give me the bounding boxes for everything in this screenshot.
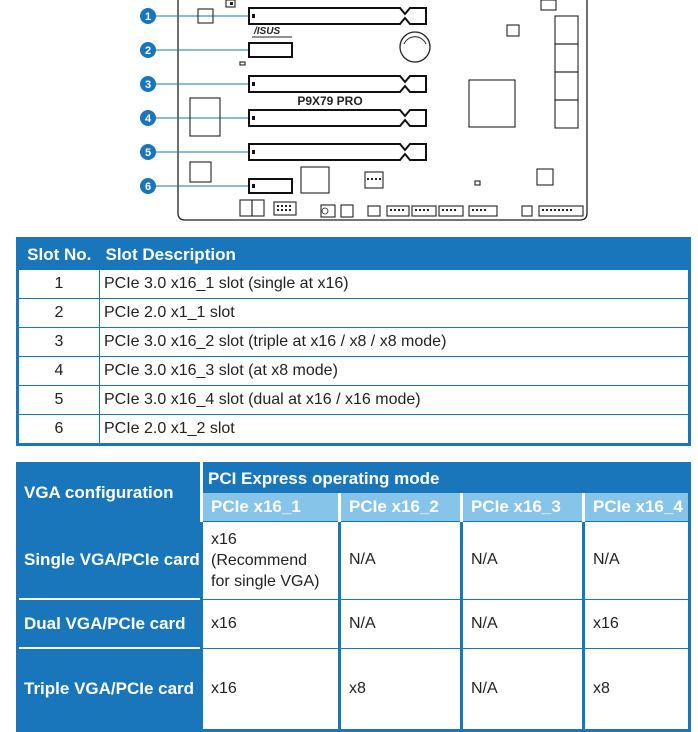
pcie-mode-header: PCI Express operating mode <box>202 464 690 494</box>
svg-text:1: 1 <box>144 11 152 23</box>
row-label: Single VGA/PCIe card <box>18 522 202 600</box>
row-label: Dual VGA/PCIe card <box>18 599 202 648</box>
mode-cell: N/A <box>584 522 690 600</box>
mode-cell: x16 <box>584 599 690 648</box>
callout-badge-5 <box>140 144 156 160</box>
column-header-x16-4: PCIe x16_4 <box>584 493 690 522</box>
mode-cell: N/A <box>340 522 462 600</box>
callout-badge-6 <box>140 178 156 194</box>
slot-table <box>16 237 691 446</box>
table-row <box>18 270 690 299</box>
motherboard-diagram <box>0 0 698 230</box>
column-header-x16-3: PCIe x16_3 <box>462 493 584 522</box>
pcie-slot-3 <box>249 76 426 92</box>
mode-cell: x16 <box>202 599 340 648</box>
slot-table-header <box>18 239 690 270</box>
callout-badge-4 <box>140 110 156 126</box>
mode-cell: x16 (Recommend for single VGA) <box>202 522 340 600</box>
pcie-slot-2 <box>249 43 292 57</box>
slot-description-header: Slot Description <box>100 239 690 270</box>
table-row <box>18 522 690 600</box>
pcie-slot-4 <box>249 110 426 126</box>
mode-cell: x8 <box>584 648 690 731</box>
slot-description: PCIe 3.0 x16_3 slot (at x8 mode) <box>100 357 690 386</box>
slot-number: 2 <box>18 299 100 328</box>
table-row <box>18 328 690 357</box>
slot-no-header: Slot No. <box>18 239 100 270</box>
column-header-x16-1: PCIe x16_1 <box>202 493 340 522</box>
table-row <box>18 357 690 386</box>
asus-logo: /ISUS <box>254 26 281 37</box>
table-row <box>18 599 690 648</box>
slot-number: 1 <box>18 270 100 299</box>
mode-cell: N/A <box>462 648 584 731</box>
svg-text:6: 6 <box>144 181 152 193</box>
slot-description: PCIe 3.0 x16_4 slot (dual at x16 / x16 mode) <box>100 386 690 415</box>
mode-cell: N/A <box>462 522 584 600</box>
slot-number: 3 <box>18 328 100 357</box>
board-model-label: P9X79 PRO <box>297 94 363 108</box>
mode-cell: x8 <box>340 648 462 731</box>
table-row <box>18 386 690 415</box>
svg-text:5: 5 <box>144 147 152 159</box>
table-row <box>18 648 690 731</box>
pcie-slot-5 <box>249 144 426 160</box>
mode-cell: N/A <box>340 599 462 648</box>
slot-description: PCIe 3.0 x16_1 slot (single at x16) <box>100 270 690 299</box>
vga-config-header: VGA configuration <box>18 464 202 522</box>
callout-badge-1 <box>140 8 156 24</box>
slot-number: 4 <box>18 357 100 386</box>
row-label: Triple VGA/PCIe card <box>18 648 202 731</box>
slot-number: 6 <box>18 415 100 445</box>
column-header-x16-2: PCIe x16_2 <box>340 493 462 522</box>
slot-number: 5 <box>18 386 100 415</box>
mode-cell: N/A <box>462 599 584 648</box>
slot-description: PCIe 2.0 x1_1 slot <box>100 299 690 328</box>
table-row <box>18 299 690 328</box>
mode-cell: x16 <box>202 648 340 731</box>
pcie-slot-1 <box>249 8 426 24</box>
callout-badge-2 <box>140 42 156 58</box>
table-row <box>18 415 690 445</box>
pcie-slot-6 <box>249 179 292 193</box>
svg-text:2: 2 <box>144 45 152 57</box>
vga-config-table <box>16 462 691 732</box>
svg-text:3: 3 <box>144 79 152 91</box>
svg-text:4: 4 <box>144 113 152 125</box>
slot-description: PCIe 2.0 x1_2 slot <box>100 415 690 445</box>
slot-description: PCIe 3.0 x16_2 slot (triple at x16 / x8 / x8 mode) <box>100 328 690 357</box>
callout-badge-3 <box>140 76 156 92</box>
